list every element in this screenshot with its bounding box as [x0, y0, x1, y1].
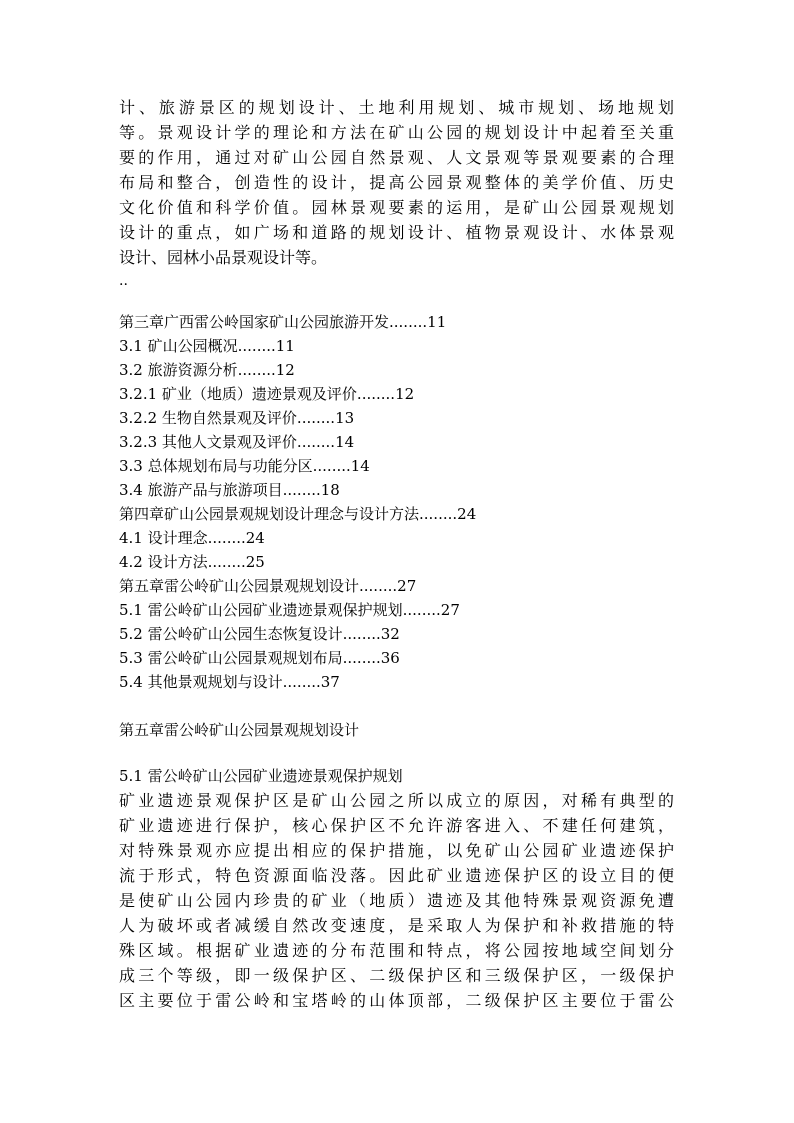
intro-line: 设计、园林小品景观设计等。 [119, 248, 328, 267]
toc-entry[interactable]: 第四章矿山公园景观规划设计理念与设计方法........24 [119, 505, 477, 523]
toc-entry[interactable]: 3.2.2 生物自然景观及评价........13 [119, 409, 355, 427]
toc-entry[interactable]: 3.1 矿山公园概况........11 [119, 337, 295, 355]
toc-entry[interactable]: 4.2 设计方法........25 [119, 553, 265, 571]
intro-line: 计、旅游景区的规划设计、土地利用规划、城市规划、场地规划 [119, 98, 674, 117]
body-line: 人为破坏或者减缓自然改变速度，是采取人为保护和补救措施的特 [119, 916, 674, 935]
toc-entry[interactable]: 3.2.1 矿业（地质）遗迹景观及评价........12 [119, 385, 415, 403]
intro-line: 要的作用，通过对矿山公园自然景观、人文景观等景观要素的合理 [119, 148, 674, 167]
toc-entry[interactable]: 4.1 设计理念........24 [119, 529, 265, 547]
toc-entry[interactable]: 3.4 旅游产品与旅游项目........18 [119, 481, 340, 499]
toc-entry[interactable]: 5.4 其他景观规划与设计........37 [119, 673, 340, 691]
ellipsis-mark: .. [119, 273, 128, 289]
toc-entry[interactable]: 5.1 雷公岭矿山公园矿业遗迹景观保护规划........27 [119, 601, 460, 619]
chapter-heading: 第五章雷公岭矿山公园景观规划设计 [119, 721, 360, 739]
intro-line: 布局和整合，创造性的设计，提高公园景观整体的美学价值、历史 [119, 173, 674, 192]
body-line: 矿业遗迹进行保护，核心保护区不允许游客进入、不建任何建筑， [119, 816, 674, 835]
toc-entry[interactable]: 3.3 总体规划布局与功能分区........14 [119, 457, 370, 475]
toc-entry[interactable]: 5.3 雷公岭矿山公园景观规划布局........36 [119, 649, 400, 667]
body-line: 是使矿山公园内珍贵的矿业（地质）遗迹及其他特殊景观资源免遭 [119, 891, 674, 910]
body-line: 成三个等级，即一级保护区、二级保护区和三级保护区，一级保护 [119, 966, 674, 985]
body-line: 殊区域。根据矿业遗迹的分布范围和特点，将公园按地域空间划分 [119, 941, 674, 960]
toc-entry[interactable]: 3.2 旅游资源分析........12 [119, 361, 295, 379]
toc-entry[interactable]: 第五章雷公岭矿山公园景观规划设计........27 [119, 577, 417, 595]
intro-line: 文化价值和科学价值。园林景观要素的运用，是矿山公园景观规划 [119, 198, 674, 217]
body-line: 对特殊景观亦应提出相应的保护措施，以免矿山公园矿业遗迹保护 [119, 841, 674, 860]
intro-line: 等。景观设计学的理论和方法在矿山公园的规划设计中起着至关重 [119, 123, 674, 142]
toc-entry[interactable]: 5.2 雷公岭矿山公园生态恢复设计........32 [119, 625, 400, 643]
body-line: 矿业遗迹景观保护区是矿山公园之所以成立的原因，对稀有典型的 [119, 791, 674, 810]
section-heading: 5.1 雷公岭矿山公园矿业遗迹景观保护规划 [119, 767, 403, 785]
body-line: 区主要位于雷公岭和宝塔岭的山体顶部，二级保护区主要位于雷公 [119, 991, 674, 1010]
body-line: 流于形式，特色资源面临没落。因此矿业遗迹保护区的设立目的便 [119, 866, 674, 885]
toc-entry[interactable]: 第三章广西雷公岭国家矿山公园旅游开发........11 [119, 313, 447, 331]
toc-entry[interactable]: 3.2.3 其他人文景观及评价........14 [119, 433, 355, 451]
intro-line: 设计的重点，如广场和道路的规划设计、植物景观设计、水体景观 [119, 223, 674, 242]
